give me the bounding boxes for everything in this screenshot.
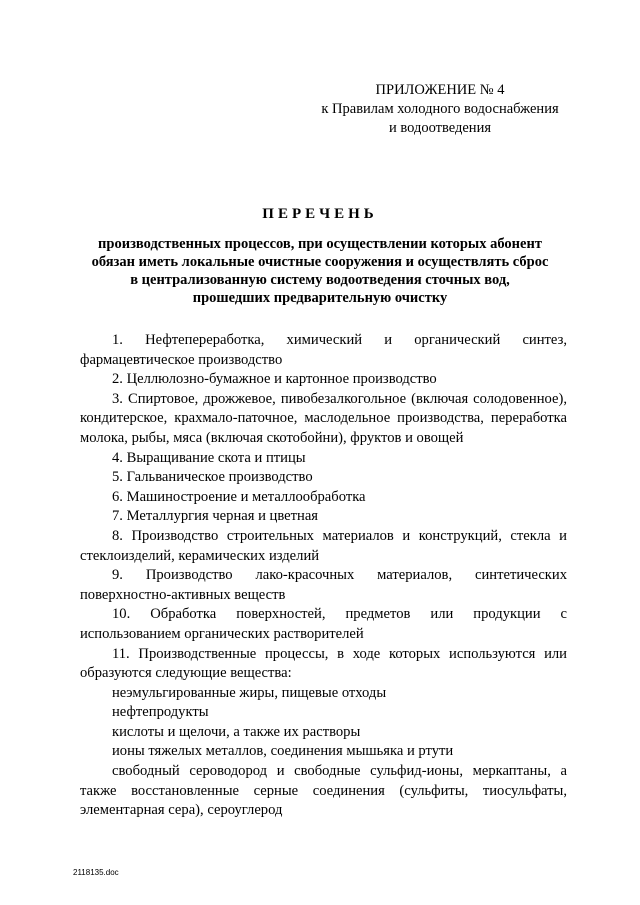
list-title: ПЕРЕЧЕНЬ: [262, 206, 378, 222]
subtitle-line: производственных процессов, при осуществлении которых абонент: [98, 236, 542, 252]
list-item-10: 10. Обработка поверхностей, предметов или продукции с использованием органических растворителей: [80, 606, 567, 642]
list-item-2: 2. Целлюлозно-бумажное и картонное производство: [112, 371, 437, 388]
list-item-3: 3. Спиртовое, дрожжевое, пивобезалкогольное (включая солодовенное), кондитерское, крахмало-паточное, маслодельное производства, переработка молока, рыбы, мяса (включая скотобойни), фруктов и овощей: [80, 390, 567, 446]
appendix-title: ПРИЛОЖЕНИЕ № 4: [375, 82, 505, 98]
list-item-5: 5. Гальваническое производство: [112, 469, 313, 486]
substance-item: свободный сероводород и свободные сульфид-ионы, меркаптаны, а также восстановленные серные соединения (сульфиты, тиосульфаты, элементарная сера), сероуглерод: [80, 763, 567, 819]
subtitle-line: прошедших предварительную очистку: [192, 290, 448, 306]
document-body: [80, 331, 567, 821]
subtitle-line: обязан иметь локальные очистные сооружения и осуществлять сброс: [91, 254, 549, 270]
list-item-1: 1. Нефтепереработка, химический и органический синтез, фармацевтическое производство: [80, 332, 567, 368]
substance-item: неэмульгированные жиры, пищевые отходы: [112, 684, 387, 701]
subtitle-line: в централизованную систему водоотведения сточных вод,: [130, 272, 510, 288]
list-item-4: 4. Выращивание скота и птицы: [112, 449, 306, 466]
list-subtitle: [80, 235, 560, 307]
appendix-header: [300, 81, 580, 138]
list-item-11: 11. Производственные процессы, в ходе которых используются или образуются следующие вещества:: [80, 645, 567, 682]
file-name-footer: 2118135.doc: [73, 868, 119, 877]
appendix-line-1: к Правилам холодного водоснабжения: [321, 101, 559, 117]
list-item-9: 9. Производство лако-красочных материалов, синтетических поверхностно-активных веществ: [80, 567, 567, 603]
substance-item: кислоты и щелочи, а также их растворы: [112, 723, 361, 740]
list-item-6: 6. Машиностроение и металлообработка: [112, 488, 366, 505]
appendix-line-2: и водоотведения: [389, 120, 491, 136]
substance-item: ионы тяжелых металлов, соединения мышьяка и ртути: [112, 743, 454, 760]
list-item-7: 7. Металлургия черная и цветная: [112, 508, 319, 525]
list-item-8: 8. Производство строительных материалов и конструкций, стекла и стеклоизделий, керамических изделий: [80, 527, 567, 564]
substance-item: нефтепродукты: [112, 704, 209, 721]
